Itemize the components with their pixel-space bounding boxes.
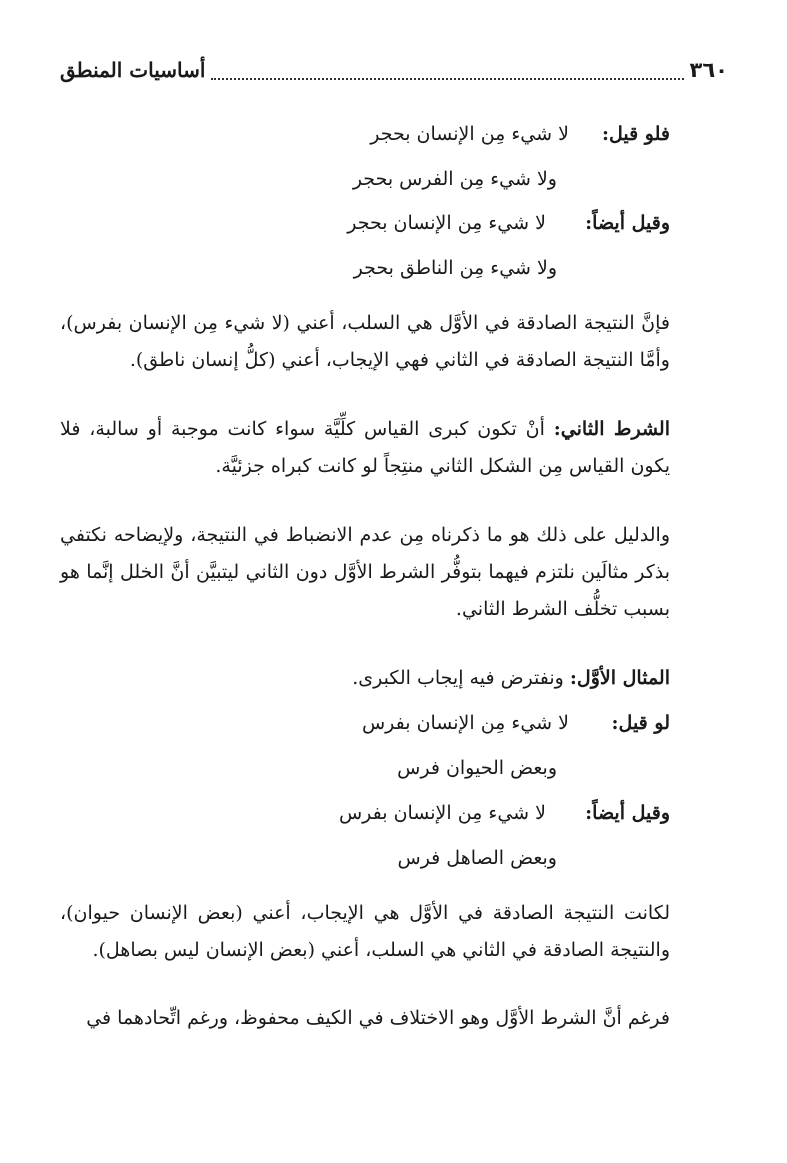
example1-premise1: لا شيء مِن الإنسان بحجر	[370, 123, 569, 145]
paragraph-3: والدليل على ذلك هو ما ذكرناه مِن عدم الانضباط في النتيجة، ولإيضاحه نكتفي بذكر مثالَين نلتزم فيهما بتوفُّر الشرط الأوَّل دون الثاني ليتبيَّن أنَّ الخلل إنَّما هو بسبب تخلُّف الشرط الثاني.	[60, 524, 670, 620]
example2-premise4: وبعض الصاهل فرس	[397, 847, 557, 869]
paragraph-2	[60, 411, 670, 485]
paragraph-5: فرغم أنَّ الشرط الأوَّل وهو الاختلاف في الكيف محفوظ، ورغم اتِّحادهما في	[86, 1007, 670, 1029]
paragraph-4: لكانت النتيجة الصادقة في الأوَّل هي الإيجاب، أعني (بعض الإنسان حيوان)، والنتيجة الصادقة في الثاني هي السلب، أعني (بعض الإنسان ليس بصاهل).	[60, 902, 670, 961]
paragraph-2-text: أنْ تكون كبرى القياس كلِّيَّة سواء كانت موجبة أو سالبة، فلا يكون القياس مِن الشكل الثاني منتِجاً لو كانت كبراه جزئيَّة.	[60, 418, 670, 477]
page-number: ٣٦٠	[689, 58, 728, 82]
example2-premise1: لا شيء مِن الإنسان بفرس	[361, 712, 569, 734]
page-header	[60, 52, 728, 88]
example1-label1: فلو قيل:	[601, 123, 670, 145]
example2-premise2: وبعض الحيوان فرس	[397, 757, 557, 779]
example1-line2	[353, 168, 557, 190]
example2-label1: لو قيل:	[611, 712, 670, 734]
example2-label2: وقيل أيضاً:	[585, 802, 670, 824]
running-title: أساسيات المنطق	[60, 58, 206, 82]
example2-line1	[362, 712, 670, 734]
header-dotted-rule	[211, 68, 683, 80]
example2-heading-text: ونفترض فيه إيجاب الكبرى.	[352, 667, 570, 689]
example2-heading-lead: المثال الأوَّل:	[569, 667, 670, 689]
example2-premise3: لا شيء مِن الإنسان بفرس	[338, 802, 546, 824]
example1-line1	[370, 123, 670, 145]
example1-premise4: ولا شيء مِن الناطق بحجر	[353, 257, 557, 279]
paragraph-1: فإنَّ النتيجة الصادقة في الأوَّل هي السلب، أعني (لا شيء مِن الإنسان بفرس)، وأمَّا النتيجة الصادقة في الثاني فهي الإيجاب، أعني (كلُّ إنسان ناطق).	[60, 312, 670, 371]
example2-heading	[352, 667, 670, 689]
example1-premise2: ولا شيء مِن الفرس بحجر	[352, 168, 557, 190]
example2-line4	[398, 847, 558, 869]
example1-line4	[354, 257, 557, 279]
example1-premise3: لا شيء مِن الإنسان بحجر	[347, 212, 546, 234]
example1-line3	[347, 212, 670, 234]
example2-line2	[397, 757, 557, 779]
example2-line3	[339, 802, 670, 824]
example1-label2: وقيل أيضاً:	[585, 212, 670, 234]
paragraph-2-lead: الشرط الثاني:	[553, 418, 670, 440]
